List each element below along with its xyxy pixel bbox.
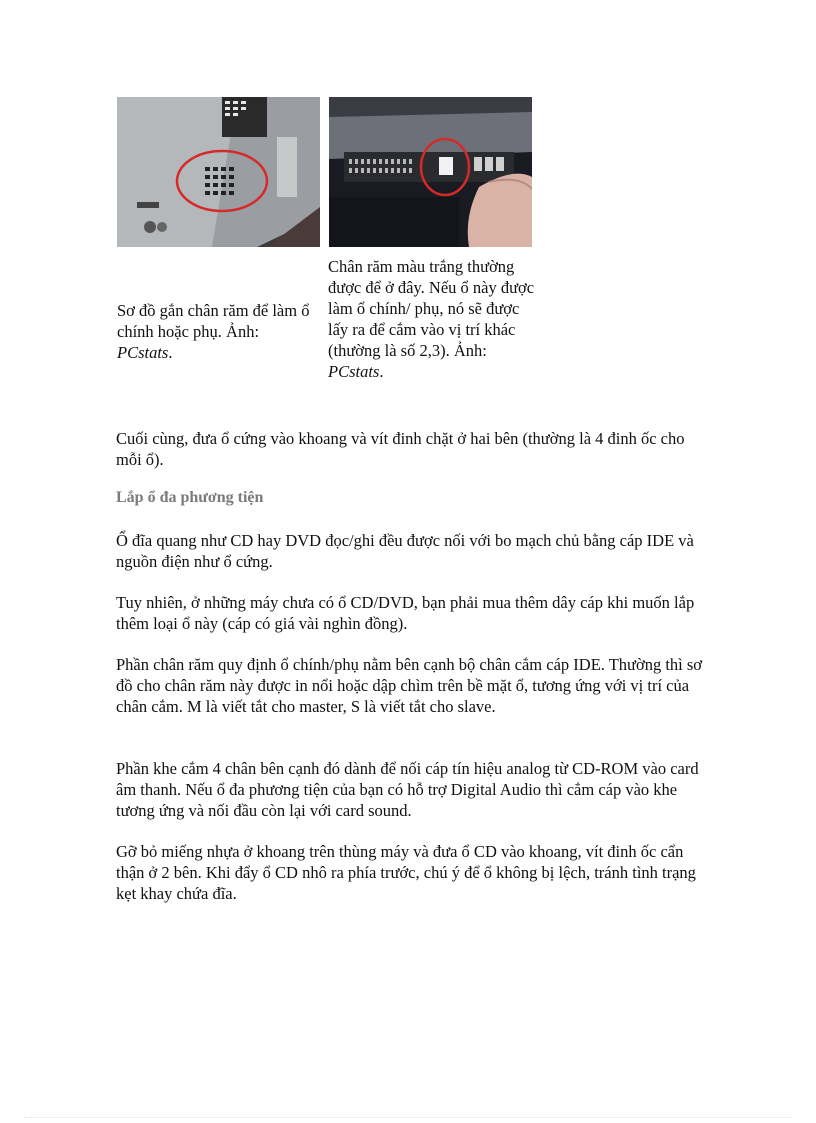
hard-drive-jumper-diagram-photo bbox=[117, 97, 320, 247]
paragraph-jumper-location: Phần chân răm quy định ổ chính/phụ nằm bên cạnh bộ chân cắm cáp IDE. Thường thì sơ đồ cho chân răm này được in nổi hoặc dập chìm trên bề mặt ổ, tương ứng với vị trí của chân cắm. M là viết tắt cho master, S là viết tắt cho slave. bbox=[116, 655, 703, 716]
figure-caption-1 bbox=[117, 300, 317, 363]
caption-credit: PCstats bbox=[328, 362, 380, 381]
caption-text: Sơ đồ gắn chân răm để làm ổ chính hoặc phụ. Ảnh: bbox=[117, 301, 310, 341]
figure-caption-2 bbox=[328, 256, 538, 382]
page-bottom-border bbox=[24, 1117, 792, 1118]
section-heading: Lắp ổ đa phương tiện bbox=[116, 489, 264, 506]
caption-text: Chân răm màu trắng thường được để ở đây. Nếu ổ này được làm ổ chính/ phụ, nó sẽ được lấy ra để cắm vào vị trí khác (thường là số 2,3). Ảnh: bbox=[328, 257, 535, 360]
caption-end: . bbox=[379, 362, 384, 381]
caption-end: . bbox=[168, 343, 173, 362]
paragraph-final-step: Cuối cùng, đưa ổ cứng vào khoang và vít đinh chặt ở hai bên (thường là 4 đinh ốc cho mỗi ổ). bbox=[116, 429, 685, 469]
caption-credit: PCstats bbox=[117, 343, 169, 362]
drive-jumper-closeup-photo bbox=[329, 97, 532, 247]
paragraph-audio-connector: Phần khe cắm 4 chân bên cạnh đó dành để nối cáp tín hiệu analog từ CD-ROM vào card âm thanh. Nếu ổ đa phương tiện của bạn có hỗ trợ Digital Audio thì cắm cáp vào khe tương ứng và nối đầu còn lại với card sound. bbox=[116, 759, 699, 820]
paragraph-install-drive: Gỡ bỏ miếng nhựa ở khoang trên thùng máy và đưa ổ CD vào khoang, vít đinh ốc cẩn thận ở 2 bên. Khi đẩy ổ CD nhô ra phía trước, chú ý để ổ không bị lệch, tránh tình trạng kẹt khay chứa đĩa. bbox=[116, 842, 696, 903]
paragraph-cable-purchase: Tuy nhiên, ở những máy chưa có ổ CD/DVD, bạn phải mua thêm dây cáp khi muốn lắp thêm loại ổ này (cáp có giá vài nghìn đồng). bbox=[116, 593, 695, 633]
paragraph-optical-drive: Ổ đĩa quang như CD hay DVD đọc/ghi đều được nối với bo mạch chủ bằng cáp IDE và nguồn điện như ổ cứng. bbox=[116, 531, 694, 571]
